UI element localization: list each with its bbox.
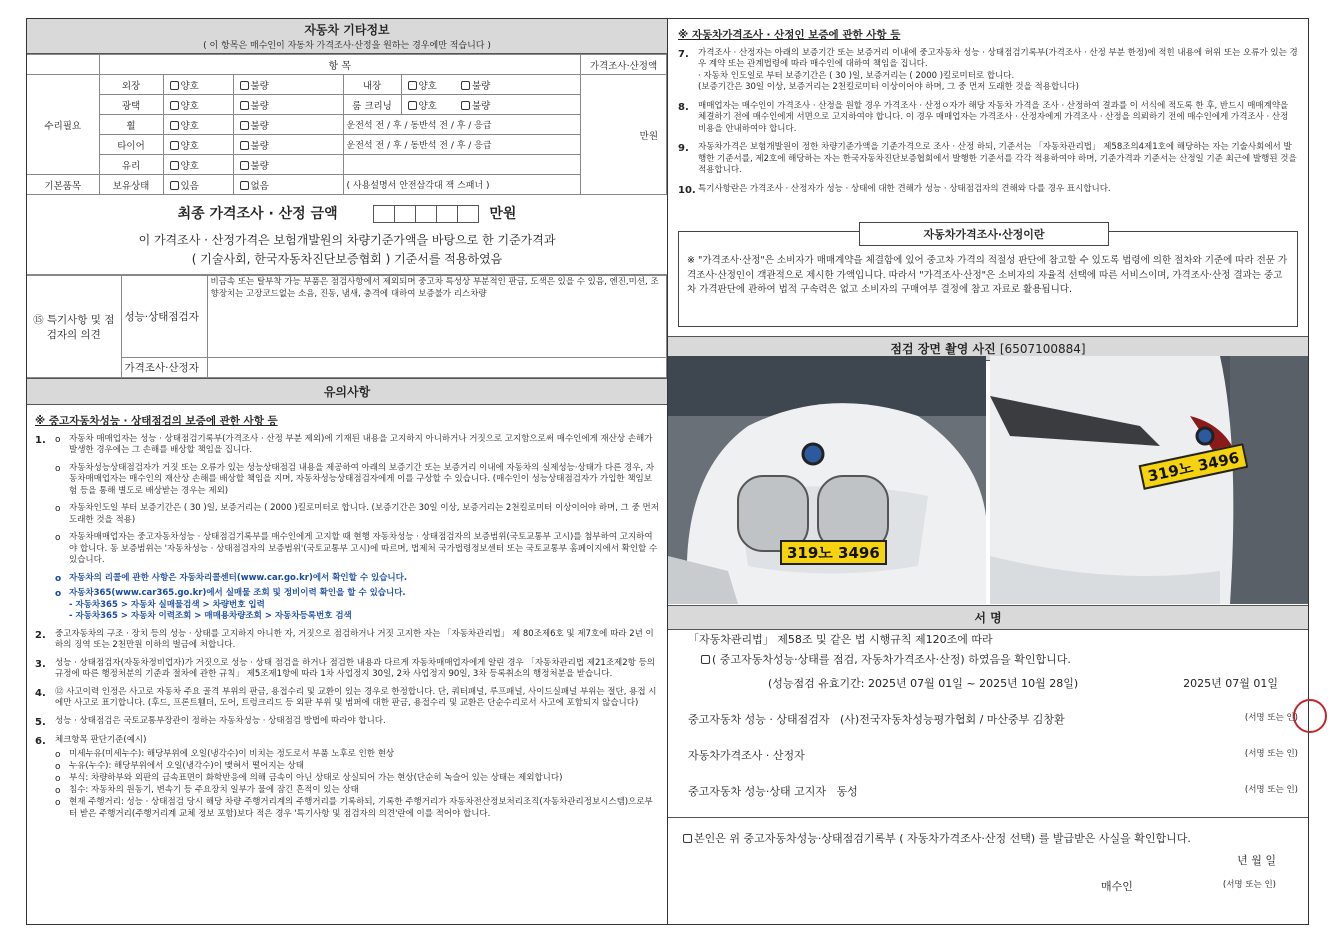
r-note-9: 9. 자동차가격은 보험개발원이 정한 차량기준가액을 기준가격으로 조사 · 산정 하되, 기준서는 「자동차관리법」 제58조의4제1호에 해당하는 자는 기술사회에서 발행한 기준서를, 제2호에 해당하는 자는 한국자동차진단보증협회에서 발행한 기준서를 각각 적용하여야 하며, 기준가격과 기준서는 산정일 기준 최근에 발행된 것을 적용합니다. bbox=[678, 142, 1297, 176]
note-text: 침수: 자동차의 원동기, 변속기 등 주요장치 일부가 물에 잠긴 흔적이 있는 상태 bbox=[69, 785, 359, 796]
note-text: 자동차가격은 보험개발원이 정한 차량기준가액을 기준가격으로 조사 · 산정 하되, 기준서는 「자동차관리법」 제58조의4제1호에 해당하는 자는 기술사회에서 발행한 기준서를, 제2호에 해당하는 자는 한국자동차진단보증협회에서 발행한 기준서를 각각 적용하여야 하며, 기준가격과 기준서는 산정일 기준 최근에 발행된 것을 적용합니다. bbox=[698, 142, 1297, 176]
other-info-header bbox=[27, 19, 667, 54]
pricing-definition-title: 자동차가격조사·산정이란 bbox=[859, 222, 1109, 246]
notifier-label: 중고자동차 성능·상태 고지자 bbox=[688, 785, 827, 798]
note-6d: o 침수: 자동차의 원동기, 변속기 등 주요장치 일부가 물에 잠긴 흔적이 있는 상태 bbox=[55, 785, 359, 797]
opt-label: 양호 bbox=[180, 80, 199, 92]
checkbox[interactable] bbox=[240, 121, 249, 130]
col-price: 가격조사·산정액 bbox=[581, 55, 667, 75]
note-text: 중고자동차의 구조 · 장치 등의 성능 · 상태를 고지하지 아니한 자, 거짓으로 점검하거나 거짓 고지한 자는 「자동차관리법」 제 80조제6호 및 제7호에 따라 2년 이하의 징역 또는 2천만원 이하의 벌금에 처합니다. bbox=[55, 628, 654, 651]
row-name: 광택 bbox=[99, 95, 163, 115]
note-text: 누유(누수): 해당부위에서 오일(냉각수)이 맺혀서 떨어지는 상태 bbox=[69, 760, 304, 771]
r-note-10: 10. 특기사항란은 가격조사 · 산정자가 성능 · 상태에 대한 견해가 성능 · 상태점검자의 견해와 다를 경우 표시합니다. bbox=[678, 183, 1111, 196]
price-unit: 만원 bbox=[639, 130, 658, 142]
recall-2: o 자동차365(www.car365.go.kr)에서 실매물 조회 및 정비이력 확인을 할 수 있습니다. bbox=[55, 587, 406, 599]
r-note-8: 8. 매매업자는 매수인이 가격조사 · 산정을 원할 경우 가격조사 · 산정ㅇ자가 해당 자동차 가격을 조사 · 산정하여 결과를 이 서식에 적도록 한 후, 반드시 매매계약을 체결하기 전에 매수인에게 서면으로 고지하여야 합니다. 이 경우 매매업자는 가격조사 · 산정자에게 가격조사 · 산정을 의뢰하기 전에 매수인에게 가격조사 · 산정 비용을 안내하여야 합니다. bbox=[678, 101, 1298, 135]
basis-line2: ( 기술사회, 한국자동차진단보증협회 ) 기준서를 적용하였음 bbox=[191, 252, 503, 266]
inspector-name: (사)전국자동차성능평가협회 / 마산중부 김창환 bbox=[840, 713, 1065, 726]
checkbox[interactable] bbox=[170, 141, 179, 150]
pricer-opinion-text bbox=[207, 358, 667, 378]
checkbox-pricing[interactable] bbox=[683, 834, 692, 843]
note-text: 현재 주행거리: 성능 · 상태점검 당시 해당 차량 주행거리계의 주행거리를 기록하되, 기록한 주행거리가 자동차전산정보처리조직(자동차관리정보시스템)으로부터 받은 주행거리(주행거리계 교체 정보 포함)보다 적은 경우 '특기사항 및 점검자의 의견'란에 이를 적어야 합니다. bbox=[69, 797, 653, 819]
note-text: 자동차 매매업자는 성능 · 상태점검기록부(가격조사 · 산정 부분 제외)에 기재된 내용을 고지하지 아니하거나 거짓으로 고지함으로써 매수인에게 재산상 손해가 발생한 경우에는 그 손해를 배상할 책임을 집니다. bbox=[69, 434, 653, 456]
blank-cell bbox=[27, 55, 99, 75]
note-1b: o 자동차성능상태점검자가 거짓 또는 오류가 있는 성능상태점검 내용을 제공하여 아래의 보증기간 또는 보증거리 이내에 자동차의 실제성능·상태가 다른 경우, 자동차매매업자는 매수인의 재산상 손해를 배상할 책임을 지며, 자동차성능상태점검자에게 이를 구상할 수 있습니다. (매수인이 성능상태점검자가 가입한 책임보험 등을 통해 별도로 배상받는 경우는 제외) bbox=[35, 463, 659, 497]
note-5: 5. 성능 · 상태점검은 국토교통부장관이 정하는 자동차성능 · 상태점검 방법에 따라야 합니다. bbox=[35, 715, 386, 728]
final-price-unit: 만원 bbox=[489, 206, 517, 222]
sign-note: (서명 또는 인) bbox=[1222, 880, 1276, 890]
pricing-definition-text: ※ "가격조사·산정"은 소비자가 매매계약을 체결함에 있어 중고차 가격의 적절성 판단에 참고할 수 있도록 법령에 의한 절차와 기준에 따라 전문 가격조사·산정인이 객관적으로 제시한 가액입니다. 따라서 "가격조사·산정"은 소비자의 자율적 선택에 따른 서비스이며, 가격조사·산정 결과는 중고차 가격판단에 관하여 법적 구속력은 없고 소비자의 구매여부 결정에 참고 자료로 활용됩니다. bbox=[687, 255, 1288, 296]
row-name: 내장 bbox=[343, 75, 401, 95]
note-text: (보증기간은 30일 이상, 보증거리는 2천킬로미터 이상이어야 하며, 그 중 먼저 도래한 것을 적용합니다) bbox=[698, 82, 1079, 93]
checkbox[interactable] bbox=[170, 101, 179, 110]
validity-row bbox=[688, 675, 1298, 691]
recall-1: o 자동차의 리콜에 관한 사항은 자동차리콜센터(www.car.go.kr)에서 확인할 수 있습니다. bbox=[55, 572, 408, 584]
buyer-line: 본인은 위 중고자동차성능·상태점검기록부 ( 자동차가격조사·산정 선택) 를 발급받은 사실을 확인합니다. bbox=[694, 832, 1191, 845]
sign-note: (서명 또는 인) bbox=[1244, 749, 1298, 759]
buyer-row bbox=[680, 878, 1296, 894]
inspector-row bbox=[688, 711, 1298, 727]
notice-title: 유의사항 bbox=[27, 378, 667, 405]
notice-body bbox=[27, 405, 667, 820]
opt-label: 불량 bbox=[250, 120, 269, 132]
row-name: 휠 bbox=[99, 115, 163, 135]
opt-label: 양호 bbox=[418, 80, 437, 92]
note-text: 자동차성능상태점검자가 거짓 또는 오류가 있는 성능상태점검 내용을 제공하여 아래의 보증기간 또는 보증거리 이내에 자동차의 실제성능·상태가 다른 경우, 자동차매매업자는 매수인의 재산상 손해를 배상할 책임을 지며, 자동차성능상태점검자에게 이를 구상할 수 있습니다. (매수인이 성능상태점검자가 가입한 책임보험 등을 통해 별도로 배상받는 경우는 제외) bbox=[69, 462, 655, 496]
sign-title: 서 명 bbox=[668, 605, 1308, 630]
checkbox-performance[interactable] bbox=[701, 655, 710, 664]
sign-line1: 「자동차관리법」 제58조 및 같은 법 시행규칙 제120조에 따라 bbox=[688, 633, 993, 646]
sign-note: (서명 또는 인) bbox=[1244, 713, 1298, 723]
note-text: 가격조사 · 산정자는 아래의 보증기간 또는 보증거리 이내에 중고자동차 성능 · 상태점검기록부(가격조사 · 산정 부분 한정)에 적힌 내용에 허위 또는 오류가 있는 경우 계약 또는 관계법령에 따라 매수인에 대하여 책임을 집니다. bbox=[698, 48, 1298, 70]
buyer-date: 년 월 일 bbox=[1237, 854, 1276, 867]
note-text: · 자동차 인도일로 부터 보증기간은 ( 30 )일, 보증거리는 ( 2000 )킬로미터로 합니다. bbox=[698, 70, 1015, 81]
special-table bbox=[27, 275, 667, 378]
row-name: 유리 bbox=[99, 155, 163, 175]
opt-label: 양호 bbox=[180, 120, 199, 132]
note-6a: o 미세누유(미세누수): 해당부위에 오일(냉각수)이 비치는 정도로서 부품 노후로 인한 현상 bbox=[55, 748, 395, 760]
pricer-guarantee-title: ※ 자동차가격조사 · 산정인 보증에 관한 사항 등 bbox=[678, 29, 901, 41]
group-repair: 수리필요 bbox=[27, 75, 99, 175]
buyer-section bbox=[668, 817, 1308, 894]
opt-label: 불량 bbox=[472, 100, 491, 112]
inspection-photo-front bbox=[668, 356, 986, 604]
note-text: ⑫ 사고이력 인정은 사고로 자동차 주요 골격 부위의 판금, 용접수리 및 교환이 있는 경우로 한정합니다. 단, 쿼터패널, 루프패널, 사이드실패널 부위는 절단, 용접 시에만 사고로 표기합니다. (후드, 프론트휀더, 도어, 트렁크리드 등 외판 부위 및 범퍼에 대한 판금, 용접수리 및 교환은 단순수리로서 사고에 포함되지 않습니다) bbox=[55, 686, 657, 709]
checkbox[interactable] bbox=[170, 81, 179, 90]
col-item: 항 목 bbox=[99, 55, 581, 75]
opt-label: 양호 bbox=[180, 140, 199, 152]
note-text: 자동차매매업자는 중고자동차성능 · 상태점검기록부를 매수인에게 고지할 때 현행 자동차성능 · 상태점검자의 보증범위(국토교통부 고시)를 첨부하여 고지하여야 합니다. 동 보증범위는 '자동차성능 · 상태점검자의 보증범위'(국토교통부 고시)에 따르며, 법제처 국가법령정보센터 또는 국토교통부 홈페이지에서 확인할 수 있습니다. bbox=[69, 532, 658, 566]
repair-table bbox=[27, 54, 667, 195]
note-1c: o 자동차인도일 부터 보증기간은 ( 30 )일, 보증거리는 ( 2000 )킬로미터로 합니다. (보증기간은 30일 이상, 보증거리는 2천킬로미터 이상이어야 하며, 그 중 먼저 도래한 것을 적용) bbox=[55, 503, 659, 525]
final-price-row bbox=[27, 203, 667, 223]
note-4: 4. ⑫ 사고이력 인정은 사고로 자동차 주요 골격 부위의 판금, 용접수리 및 교환이 있는 경우로 한정합니다. 단, 쿼터패널, 루프패널, 사이드실패널 부위는 절단, 용접 시에만 사고로 표기합니다. (후드, 프론트휀더, 도어, 트렁크리드 등 외판 부위 및 범퍼에 대한 판금, 용접수리 및 교환은 단순수리로서 사고에 포함되지 않습니다) bbox=[35, 687, 659, 710]
other-info-title: 자동차 기타정보 bbox=[304, 23, 390, 37]
recall-text: 자동차의 리콜에 관한 사항은 자동차리콜센터(www.car.go.kr)에서 확인할 수 있습니다. bbox=[69, 572, 408, 583]
official-seal bbox=[1293, 699, 1327, 733]
note-text: 성능 · 상태점검은 국토교통부장관이 정하는 자동차성능 · 상태점검 방법에 따라야 합니다. bbox=[55, 715, 386, 726]
photo-title: 점검 장면 촬영 사진 bbox=[890, 342, 996, 356]
note-6c: o 부식: 차량하부와 외판의 금속표면이 화학반응에 의해 금속이 아닌 상태로 상실되어 가는 현상(단순히 녹슬어 있는 상태는 제외합니다) bbox=[55, 773, 563, 784]
sign-line2: ( 중고자동차성능·상태를 점검, 자동차가격조사·산정) 하였음을 확인합니다. bbox=[712, 653, 1071, 666]
license-plate: 319노 3496 bbox=[1139, 443, 1249, 490]
validity-period: (성능점검 유효기간: 2025년 07월 01일 ~ 2025년 10월 28일) bbox=[768, 677, 1079, 690]
note-6: 6. 체크항목 판단기준(예시) bbox=[35, 735, 147, 748]
notifier-row bbox=[688, 783, 1298, 799]
sign-date: 2025년 07월 01일 bbox=[1183, 677, 1278, 690]
checkbox[interactable] bbox=[240, 101, 249, 110]
checkbox[interactable] bbox=[170, 181, 179, 190]
sign-note: (서명 또는 인) bbox=[1244, 785, 1298, 795]
opt-label: 있음 bbox=[180, 180, 199, 192]
basis-line1: 이 가격조사 · 산정가격은 보험개발원의 차량기준가액을 바탕으로 한 기준가격과 bbox=[138, 233, 556, 247]
recall-text: - 자동차365 > 자동차 이력조회 > 매매용차량조회 > 자동차등록번호 검색 bbox=[69, 611, 352, 622]
checkbox[interactable] bbox=[170, 121, 179, 130]
checkbox[interactable] bbox=[408, 81, 417, 90]
checkbox[interactable] bbox=[240, 141, 249, 150]
car-front-image bbox=[668, 356, 986, 604]
note-text: 부식: 차량하부와 외판의 금속표면이 화학반응에 의해 금속이 아닌 상태로 상실되어 가는 현상(단순히 녹슬어 있는 상태는 제외합니다) bbox=[69, 773, 563, 783]
checkbox[interactable] bbox=[408, 101, 417, 110]
note-text: 자동차인도일 부터 보증기간은 ( 30 )일, 보증거리는 ( 2000 )킬로미터로 합니다. (보증기간은 30일 이상, 보증거리는 2천킬로미터 이상이어야 하며, 그 중 먼저 도래한 것을 적용) bbox=[69, 503, 659, 525]
note-3: 3. 성능 · 상태점검자(자동차정비업자)가 거짓으로 성능 · 상태 점검을 하거나 점검한 내용과 다르게 자동차매매업자에게 알린 경우 「자동차관리법 제21조제2항 등의 규정에 따른 행정처분의 기준과 절차에 관한 규칙」 제5조제1항에 따라 1차 사업정지 30일, 2차 사업정지 90일, 3차 등록취소의 행정처분을 받습니다. bbox=[35, 658, 659, 681]
opt-label: 불량 bbox=[250, 100, 269, 112]
group-basic: 기본품목 bbox=[27, 175, 99, 195]
buyer-line-row bbox=[680, 830, 1296, 846]
row-name: 타이어 bbox=[99, 135, 163, 155]
note-2: 2. 중고자동차의 구조 · 장치 등의 성능 · 상태를 고지하지 아니한 자, 거짓으로 점검하거나 거짓 고지한 자는 「자동차관리법」 제 80조제6호 및 제7호에 따라 2년 이하의 징역 또는 2천만원 이하의 벌금에 처합니다. bbox=[35, 629, 659, 652]
opt-label: 불량 bbox=[472, 80, 491, 92]
recall-4 bbox=[35, 611, 659, 622]
opt-label: 양호 bbox=[180, 100, 199, 112]
checkbox[interactable] bbox=[461, 81, 470, 90]
other-info-subtitle: ( 이 항목은 매수인이 자동차 가격조사·산정을 원하는 경우에만 적습니다 ) bbox=[203, 41, 491, 51]
final-price-box[interactable] bbox=[373, 205, 479, 223]
checkbox[interactable] bbox=[240, 161, 249, 170]
recall-text: 자동차365(www.car365.go.kr)에서 실매물 조회 및 정비이력 확인을 할 수 있습니다. bbox=[69, 587, 406, 598]
opt-label: 불량 bbox=[250, 160, 269, 172]
opt-label: 양호 bbox=[180, 160, 199, 172]
note-text: 성능 · 상태점검자(자동차정비업자)가 거짓으로 성능 · 상태 점검을 하거나 점검한 내용과 다르게 자동차매매업자에게 알린 경우 「자동차관리법 제21조제2항 등의 규정에 따른 행정처분의 기준과 절차에 관한 규칙」 제5조제1항에 따라 1차 사업정지 30일, 2차 사업정지 90일, 3차 등록취소의 행정처분을 받습니다. bbox=[55, 657, 655, 680]
row-name: 보유상태 bbox=[99, 175, 163, 195]
note-1: 1. o 자동차 매매업자는 성능 · 상태점검기록부(가격조사 · 산정 부분 제외)에 기재된 내용을 고지하지 아니하거나 거짓으로 고지함으로써 매수인에게 재산상 손해가 발생한 경우에는 그 손해를 배상할 책임을 집니다. bbox=[35, 434, 659, 457]
opt-label: 양호 bbox=[418, 100, 437, 112]
note-text: 체크항목 판단기준(예시) bbox=[55, 735, 147, 746]
notice-subtitle: ※ 중고자동차성능 · 상태점검의 보증에 관한 사항 등 bbox=[35, 415, 278, 427]
note-6b: o 누유(누수): 해당부위에서 오일(냉각수)이 맺혀서 떨어지는 상태 bbox=[55, 760, 304, 772]
notifier-name: 동성 bbox=[836, 785, 858, 798]
right-panel bbox=[668, 18, 1309, 925]
final-price-section bbox=[27, 195, 667, 275]
checkbox[interactable] bbox=[461, 101, 470, 110]
recall-text: - 자동차365 > 자동차 실매물검색 > 차량번호 입력 bbox=[69, 599, 265, 610]
row-name: 외장 bbox=[99, 75, 163, 95]
buyer-label: 매수인 bbox=[1101, 880, 1133, 893]
checkbox[interactable] bbox=[240, 81, 249, 90]
note-6e: o 현재 주행거리: 성능 · 상태점검 당시 해당 차량 주행거리계의 주행거리를 기록하되, 기록한 주행거리가 자동차전산정보처리조직(자동차관리정보시스템)으로부터 받은 주행거리(주행거리계 교체 정보 포함)보다 적은 경우 '특기사항 및 점검자의 의견'란에 이를 적어야 합니다. bbox=[35, 797, 659, 820]
row-name: 룸 크리닝 bbox=[343, 95, 401, 115]
pricing-definition-box bbox=[678, 228, 1298, 327]
pricer-opinion-label: 가격조사·산정자 bbox=[121, 358, 207, 378]
tire-position: 운전석 전 / 후 / 동반석 전 / 후 / 응급 bbox=[343, 115, 581, 135]
photo-id: [6507100884] bbox=[999, 342, 1086, 356]
basic-items: ( 사용설명서 안전삼각대 잭 스패너 ) bbox=[343, 175, 581, 195]
inspector-opinion-label: 성능·상태점검자 bbox=[121, 276, 207, 358]
pricer-row bbox=[688, 747, 1298, 763]
inspection-photo-rear bbox=[990, 356, 1308, 604]
note-text: 미세누유(미세누수): 해당부위에 오일(냉각수)이 비치는 정도로서 부품 노후로 인한 현상 bbox=[69, 748, 395, 759]
special-label: ⑮ 특기사항 및 점검자의 의견 bbox=[27, 276, 121, 378]
license-plate: 319노 3496 bbox=[780, 540, 887, 565]
checkbox[interactable] bbox=[170, 161, 179, 170]
opt-label: 불량 bbox=[250, 140, 269, 152]
checkbox[interactable] bbox=[240, 181, 249, 190]
opt-label: 불량 bbox=[250, 80, 269, 92]
inspector-opinion-text: 비금속 또는 탈부착 가능 부품은 점검사항에서 제외되며 중고차 특성상 부분적인 판금, 도색은 있을 수 있음, 엔진,미션, 조향장치는 고장코드없는 소음, 진동, 냄새, 충격에 대하여 보증불가 리스차량 bbox=[207, 276, 667, 358]
recall-3 bbox=[35, 600, 659, 611]
pricer-label: 자동차가격조사 · 산정자 bbox=[688, 749, 805, 762]
inspector-label: 중고자동차 성능 · 상태점검자 bbox=[688, 713, 830, 726]
note-1d: o 자동차매매업자는 중고자동차성능 · 상태점검기록부를 매수인에게 고지할 때 현행 자동차성능 · 상태점검자의 보증범위(국토교통부 고시)를 첨부하여 고지하여야 합니다. 동 보증범위는 '자동차성능 · 상태점검자의 보증범위'(국토교통부 고시)에 따르며, 법제처 국가법령정보센터 또는 국토교통부 홈페이지에서 확인할 수 있습니다. bbox=[55, 532, 658, 566]
note-text: 특기사항란은 가격조사 · 산정자가 성능 · 상태에 대한 견해가 성능 · 상태점검자의 견해와 다를 경우 표시합니다. bbox=[698, 183, 1111, 194]
note-text: 매매업자는 매수인이 가격조사 · 산정을 원할 경우 가격조사 · 산정ㅇ자가 해당 자동차 가격을 조사 · 산정하여 결과를 이 서식에 적도록 한 후, 반드시 매매계약을 체결하기 전에 매수인에게 서면으로 고지하여야 합니다. 이 경우 매매업자는 가격조사 · 산정자에게 가격조사 · 산정을 의뢰하기 전에 매수인에게 가격조사 · 산정 비용을 안내하여야 합니다. bbox=[698, 100, 1289, 134]
sign-line2-row bbox=[688, 651, 1298, 667]
opt-label: 없음 bbox=[250, 180, 269, 192]
tire-position: 운전석 전 / 후 / 동반석 전 / 후 / 응급 bbox=[343, 135, 581, 155]
r-note-7: 7. 가격조사 · 산정자는 아래의 보증기간 또는 보증거리 이내에 중고자동차 성능 · 상태점검기록부(가격조사 · 산정 부분 한정)에 적힌 내용에 허위 또는 오류가 있는 경우 계약 또는 관계법령에 따라 매수인에 대하여 책임을 집니다. · 자동차 인도일로 부터 보증기간은 ( 30 )일, 보증거리는 ( 2000 )킬로미터로 합니다. (보증기간은 30일 이상, 보증거리는 2천킬로미터 이상이어야 하며, 그 중 먼저 도래한 것을 적용합니다) bbox=[678, 48, 1298, 93]
left-panel bbox=[26, 18, 668, 925]
blank-cell bbox=[343, 155, 581, 175]
pricer-guarantee bbox=[668, 19, 1308, 197]
final-price-label: 최종 가격조사 · 산정 금액 bbox=[177, 206, 338, 222]
sign-section bbox=[688, 631, 1298, 799]
